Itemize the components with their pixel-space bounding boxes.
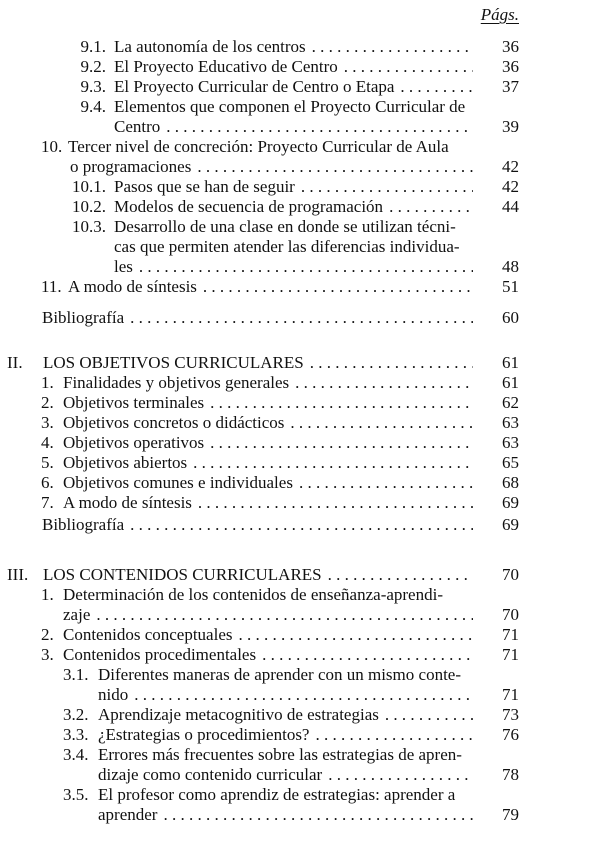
entry-title-text: LOS CONTENIDOS CURRICULARES	[43, 565, 322, 584]
toc-line	[0, 257, 600, 277]
page-number: 61	[502, 373, 519, 392]
toc-entry	[0, 665, 600, 705]
dot-leader	[379, 705, 473, 725]
toc-line	[0, 765, 600, 785]
dot-leader	[322, 565, 473, 585]
page-number: 65	[502, 453, 519, 472]
entry-title-text: Bibliografía	[42, 308, 125, 327]
entry-title	[98, 685, 473, 705]
dot-leader	[338, 57, 473, 77]
entry-title	[98, 745, 473, 765]
toc-entry	[0, 177, 600, 197]
toc-entry	[0, 433, 600, 453]
toc-line	[0, 645, 600, 665]
toc-line	[0, 473, 600, 493]
entry-number: II.	[7, 353, 23, 372]
dot-leader	[124, 515, 473, 535]
entry-title-text: Elementos que componen el Proyecto Curricular de	[114, 97, 466, 116]
toc-line	[0, 137, 600, 157]
entry-title-text: Diferentes maneras de aprender con un mismo conte-	[98, 665, 461, 684]
entry-title	[63, 645, 473, 665]
entry-title-text: zaje	[63, 605, 91, 624]
entry-title	[63, 493, 473, 513]
entry-number: 4.	[41, 433, 54, 452]
toc-line	[0, 585, 600, 605]
entry-title-text: Tercer nivel de concreción: Proyecto Curricular de Aula	[68, 137, 449, 156]
pages-column-header: Págs.	[480, 5, 519, 24]
entry-number: 5.	[41, 453, 54, 472]
toc-section	[0, 37, 600, 297]
entry-number: 9.2.	[80, 57, 106, 76]
toc-line	[0, 77, 600, 97]
toc-entry	[0, 37, 600, 57]
entry-title-text: o programaciones	[70, 157, 192, 176]
dot-leader	[322, 765, 473, 785]
entry-title-text: Bibliografía	[42, 515, 125, 534]
entry-title	[114, 257, 473, 277]
dot-leader	[160, 117, 473, 137]
toc-line	[0, 117, 600, 137]
dot-leader	[157, 805, 473, 825]
dot-leader	[128, 685, 473, 705]
toc-entry	[0, 197, 600, 217]
entry-title-text: aprender	[98, 805, 158, 824]
entry-number: 3.	[41, 645, 54, 664]
page-number: 69	[502, 515, 519, 534]
toc-entry	[0, 585, 600, 625]
entry-title-text: La autonomía de los centros	[114, 37, 306, 56]
entry-number: 3.3.	[63, 725, 89, 744]
toc-line	[0, 217, 600, 237]
page-number: 36	[502, 57, 519, 76]
dot-leader	[204, 393, 473, 413]
dot-leader	[191, 157, 473, 177]
table-of-contents	[0, 37, 600, 825]
toc-line	[0, 665, 600, 685]
entry-title	[63, 453, 473, 473]
entry-number: 1.	[41, 373, 54, 392]
entry-title	[63, 625, 473, 645]
toc-line	[0, 277, 600, 297]
toc-entry	[0, 413, 600, 433]
entry-title	[98, 705, 473, 725]
entry-number: 3.2.	[63, 705, 89, 724]
entry-title	[114, 97, 473, 117]
toc-line	[0, 413, 600, 433]
dot-leader	[295, 177, 473, 197]
page-number: 37	[502, 77, 519, 96]
entry-number: 3.	[41, 413, 54, 432]
toc-line	[0, 725, 600, 745]
entry-title-text: A modo de síntesis	[68, 277, 197, 296]
dot-leader	[192, 493, 473, 513]
toc-entry	[0, 97, 600, 137]
toc-entry	[0, 725, 600, 745]
toc-entry	[0, 453, 600, 473]
toc-line	[0, 515, 600, 535]
entry-title-text: Modelos de secuencia de programación	[114, 197, 384, 216]
entry-title-text: nido	[98, 685, 129, 704]
entry-number: 7.	[41, 493, 54, 512]
entry-title	[63, 413, 473, 433]
page-number: 79	[502, 805, 519, 824]
entry-title	[68, 137, 473, 157]
entry-title	[114, 117, 473, 137]
entry-title	[114, 77, 473, 97]
toc-section	[0, 565, 600, 825]
page-number: 36	[502, 37, 519, 56]
entry-title	[63, 585, 473, 605]
dot-leader	[124, 308, 473, 328]
entry-title-text: El profesor como aprendiz de estrategias: aprender a	[98, 785, 456, 804]
entry-title	[42, 308, 473, 328]
entry-title-text: LOS OBJETIVOS CURRICULARES	[43, 353, 304, 372]
entry-title	[114, 57, 473, 77]
dot-leader	[256, 645, 473, 665]
entry-title-text: Pasos que se han de seguir	[114, 177, 295, 196]
entry-number: 3.1.	[63, 665, 89, 684]
dot-leader	[383, 197, 473, 217]
entry-number: 9.3.	[80, 77, 106, 96]
toc-line	[0, 705, 600, 725]
entry-number: 2.	[41, 393, 54, 412]
entry-number: 11.	[41, 277, 62, 296]
toc-line	[0, 785, 600, 805]
page-number: 63	[502, 433, 519, 452]
toc-line	[0, 745, 600, 765]
entry-number: 9.1.	[80, 37, 106, 56]
entry-title-text: Objetivos operativos	[63, 433, 205, 452]
entry-title-text: Objetivos comunes e individuales	[63, 473, 293, 492]
entry-title-text: El Proyecto Educativo de Centro	[114, 57, 338, 76]
page-number: 68	[502, 473, 519, 492]
page-number: 78	[502, 765, 519, 784]
entry-title	[63, 473, 473, 493]
entry-title-text: ¿Estrategias o procedimientos?	[98, 725, 310, 744]
page-number: 42	[502, 157, 519, 176]
page-number: 51	[502, 277, 519, 296]
dot-leader	[187, 453, 473, 473]
entry-title-text: Objetivos concretos o didácticos	[63, 413, 285, 432]
dot-leader	[197, 277, 473, 297]
entry-title-text: Centro	[114, 117, 161, 136]
toc-entry	[0, 515, 600, 535]
entry-title	[70, 157, 473, 177]
entry-title	[114, 197, 473, 217]
entry-number: 10.	[41, 137, 63, 156]
entry-number: III.	[7, 565, 29, 584]
entry-title	[63, 433, 473, 453]
dot-leader	[133, 257, 473, 277]
toc-entry	[0, 373, 600, 393]
dot-leader	[394, 77, 473, 97]
toc-line	[0, 57, 600, 77]
entry-title	[114, 37, 473, 57]
toc-line	[0, 805, 600, 825]
toc-line	[0, 433, 600, 453]
dot-leader	[293, 473, 473, 493]
toc-entry	[0, 625, 600, 645]
toc-entry	[0, 785, 600, 825]
entry-title-text: El Proyecto Curricular de Centro o Etapa	[114, 77, 395, 96]
page-number: 44	[502, 197, 519, 216]
entry-title-text: Determinación de los contenidos de enseñanza-aprendi-	[63, 585, 443, 604]
entry-title-text: A modo de síntesis	[63, 493, 192, 512]
entry-title	[98, 805, 473, 825]
page-number: 71	[502, 625, 519, 644]
entry-title-text: Contenidos procedimentales	[63, 645, 257, 664]
entry-title	[98, 785, 473, 805]
entry-title	[98, 725, 473, 745]
entry-number: 10.1.	[72, 177, 106, 196]
dot-leader	[204, 433, 473, 453]
entry-title	[42, 515, 473, 535]
entry-title-text: Errores más frecuentes sobre las estrategias de apren-	[98, 745, 462, 764]
toc-line	[0, 453, 600, 473]
toc-entry	[0, 473, 600, 493]
dot-leader	[90, 605, 473, 625]
entry-number: 9.4.	[80, 97, 106, 116]
entry-number: 6.	[41, 473, 54, 492]
entry-title-text: Finalidades y objetivos generales	[63, 373, 290, 392]
dot-leader	[309, 725, 473, 745]
entry-title	[63, 605, 473, 625]
entry-number: 3.4.	[63, 745, 89, 764]
toc-section	[0, 515, 600, 535]
entry-title	[43, 565, 473, 585]
entry-title-text: Aprendizaje metacognitivo de estrategias	[98, 705, 379, 724]
page-number: 71	[502, 645, 519, 664]
toc-entry	[0, 217, 600, 277]
entry-number: 10.3.	[72, 217, 106, 236]
page-number: 70	[502, 605, 519, 624]
toc-line	[0, 605, 600, 625]
dot-leader	[289, 373, 473, 393]
page-number: 63	[502, 413, 519, 432]
entry-title-text: Objetivos terminales	[63, 393, 205, 412]
toc-line	[0, 177, 600, 197]
toc-line	[0, 373, 600, 393]
toc-entry	[0, 277, 600, 297]
toc-entry	[0, 308, 600, 328]
entry-title-text: Objetivos abiertos	[63, 453, 188, 472]
entry-title	[98, 765, 473, 785]
toc-entry	[0, 137, 600, 177]
dot-leader	[304, 353, 473, 373]
toc-line	[0, 353, 600, 373]
toc-entry	[0, 353, 600, 373]
page-number: 76	[502, 725, 519, 744]
toc-section	[0, 353, 600, 513]
page-number: 62	[502, 393, 519, 412]
entry-title	[63, 393, 473, 413]
entry-title-text: dizaje como contenido curricular	[98, 765, 323, 784]
toc-line	[0, 565, 600, 585]
dot-leader	[284, 413, 473, 433]
entry-title	[98, 665, 473, 685]
toc-entry	[0, 565, 600, 585]
entry-title-text: Contenidos conceptuales	[63, 625, 233, 644]
toc-line	[0, 625, 600, 645]
page-number: 39	[502, 117, 519, 136]
entry-title-text: les	[114, 257, 133, 276]
toc-entry	[0, 57, 600, 77]
toc-entry	[0, 393, 600, 413]
toc-line	[0, 685, 600, 705]
page-number: 69	[502, 493, 519, 512]
toc-line	[0, 97, 600, 117]
entry-number: 10.2.	[72, 197, 106, 216]
entry-title-text: Desarrollo de una clase en donde se utilizan técni-	[114, 217, 456, 236]
entry-number: 1.	[41, 585, 54, 604]
page-number: 70	[502, 565, 519, 584]
toc-line	[0, 493, 600, 513]
toc-line	[0, 393, 600, 413]
toc-line	[0, 157, 600, 177]
toc-section	[0, 308, 600, 328]
entry-title	[63, 373, 473, 393]
entry-title	[114, 217, 473, 237]
toc-entry	[0, 705, 600, 725]
entry-number: 2.	[41, 625, 54, 644]
entry-title	[114, 177, 473, 197]
toc-entry	[0, 493, 600, 513]
entry-title	[43, 353, 473, 373]
page-number: 42	[502, 177, 519, 196]
page-number: 48	[502, 257, 519, 276]
entry-number: 3.5.	[63, 785, 89, 804]
page-number: 60	[502, 308, 519, 327]
toc-entry	[0, 77, 600, 97]
entry-title	[114, 237, 473, 257]
page-number: 71	[502, 685, 519, 704]
toc-entry	[0, 745, 600, 785]
toc-entry	[0, 645, 600, 665]
entry-title-text: cas que permiten atender las diferencias individua-	[114, 237, 460, 256]
page-number: 61	[502, 353, 519, 372]
entry-title	[68, 277, 473, 297]
toc-line	[0, 197, 600, 217]
dot-leader	[306, 37, 473, 57]
toc-line	[0, 37, 600, 57]
toc-line	[0, 237, 600, 257]
toc-line	[0, 308, 600, 328]
page-number: 73	[502, 705, 519, 724]
dot-leader	[233, 625, 474, 645]
